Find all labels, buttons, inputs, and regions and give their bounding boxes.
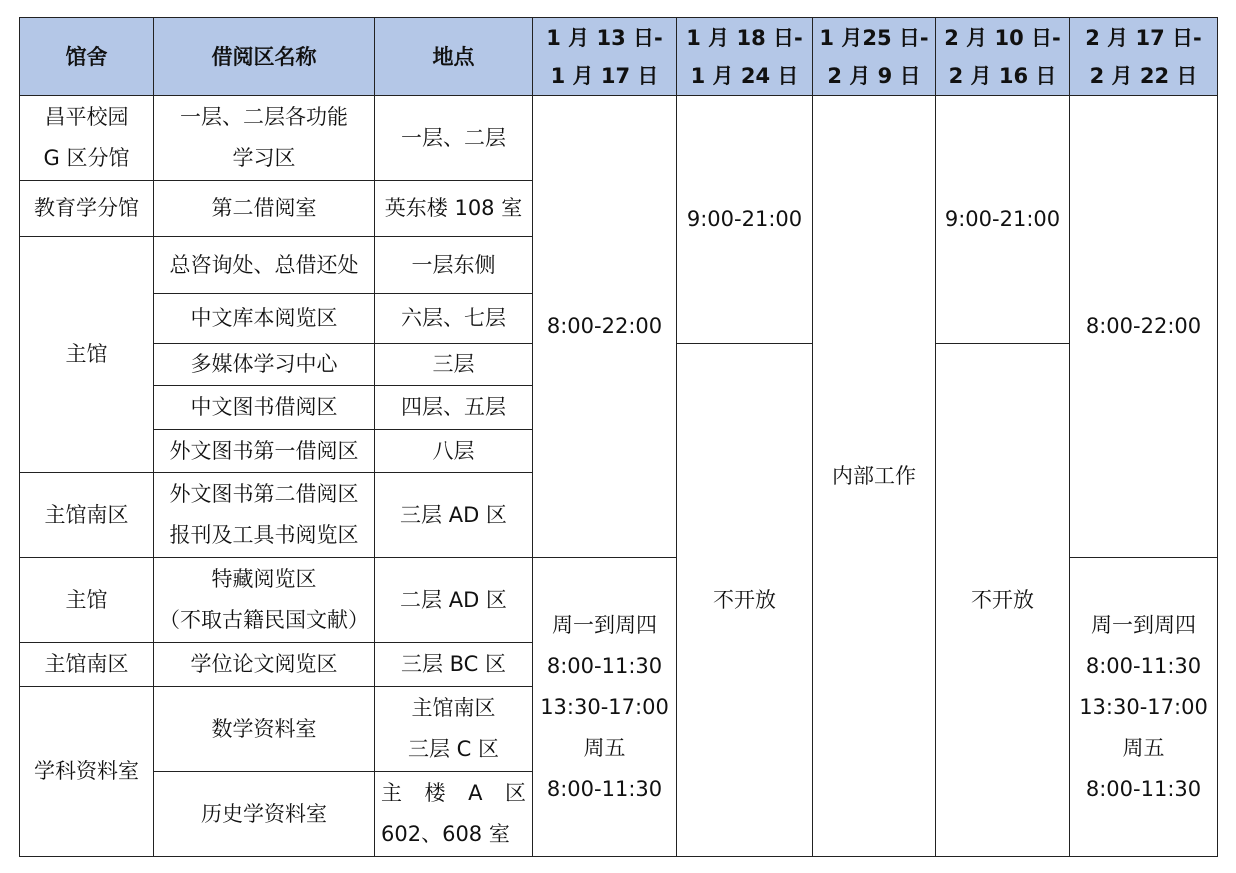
- area-line: 特藏阅览区: [211, 567, 317, 591]
- period-1-special-hours: [533, 558, 677, 857]
- header-area-name: 借阅区名称: [154, 18, 375, 96]
- location-line: 主馆南区: [411, 696, 496, 720]
- header-period-3-start: 1 月25 日-: [819, 25, 929, 50]
- header-period-5: [1070, 18, 1218, 96]
- location-cell: 二层 AD 区: [375, 558, 533, 643]
- period-4-closed: 不开放: [936, 344, 1070, 857]
- location-cell: 三层 AD 区: [375, 473, 533, 558]
- period-1-hours-full: 8:00-22:00: [533, 96, 677, 558]
- header-period-1-start: 1 月 13 日-: [546, 25, 663, 50]
- area-cell: [154, 558, 375, 643]
- location-char: 楼: [424, 781, 446, 805]
- area-cell: 中文库本阅览区: [154, 294, 375, 344]
- header-period-2: [677, 18, 813, 96]
- period-5-special-hours: [1070, 558, 1218, 857]
- branch-main-2: 主馆: [20, 558, 154, 643]
- area-cell: 学位论文阅览区: [154, 643, 375, 687]
- header-period-2-start: 1 月 18 日-: [686, 25, 803, 50]
- location-cell: 八层: [375, 430, 533, 473]
- special-hours-line: 13:30-17:00: [540, 694, 669, 719]
- location-line-justified: [379, 773, 528, 814]
- area-cell: 多媒体学习中心: [154, 344, 375, 386]
- area-line: 外文图书第二借阅区: [169, 482, 359, 506]
- branch-changping-line1: 昌平校园: [44, 105, 129, 129]
- header-period-5-start: 2 月 17 日-: [1085, 25, 1202, 50]
- location-cell: 一层、二层: [375, 96, 533, 181]
- period-2-closed: 不开放: [677, 344, 813, 857]
- header-period-3-end: 2 月 9 日: [827, 63, 921, 88]
- location-cell: 六层、七层: [375, 294, 533, 344]
- location-line: 602、608 室: [381, 822, 510, 846]
- special-hours-line: 周五: [1122, 735, 1165, 760]
- special-hours-line: 13:30-17:00: [1079, 694, 1208, 719]
- special-hours-line: 8:00-11:30: [1085, 776, 1202, 801]
- area-line: （不取古籍民国文献）: [159, 608, 369, 632]
- location-char: 主: [381, 781, 402, 805]
- special-hours-line: 8:00-11:30: [546, 653, 663, 678]
- special-hours-line: 8:00-11:30: [546, 776, 663, 801]
- header-branch: 馆舍: [20, 18, 154, 96]
- area-line: 一层、二层各功能: [180, 105, 348, 129]
- header-period-1: [533, 18, 677, 96]
- special-hours-line: 周一到周四: [552, 612, 657, 637]
- table-row: [20, 96, 1218, 181]
- branch-main-south: 主馆南区: [20, 473, 154, 558]
- area-line: 学习区: [232, 146, 296, 170]
- opening-hours-table: [19, 17, 1218, 857]
- period-4-hours-reduced: 9:00-21:00: [936, 96, 1070, 344]
- special-hours-line: 周一到周四: [1091, 612, 1196, 637]
- header-period-4: [936, 18, 1070, 96]
- branch-subject: 学科资料室: [20, 687, 154, 857]
- area-cell: [154, 473, 375, 558]
- area-cell: 历史学资料室: [154, 772, 375, 857]
- area-cell: 数学资料室: [154, 687, 375, 772]
- header-row: [20, 18, 1218, 96]
- branch-education: 教育学分馆: [20, 181, 154, 237]
- branch-main: 主馆: [20, 237, 154, 473]
- header-period-4-end: 2 月 16 日: [948, 63, 1057, 88]
- period-5-hours-full: 8:00-22:00: [1070, 96, 1218, 558]
- location-cell: 一层东侧: [375, 237, 533, 294]
- area-cell: 第二借阅室: [154, 181, 375, 237]
- header-location: 地点: [375, 18, 533, 96]
- period-2-hours-reduced: 9:00-21:00: [677, 96, 813, 344]
- special-hours-line: 8:00-11:30: [1085, 653, 1202, 678]
- area-cell: 中文图书借阅区: [154, 386, 375, 430]
- area-cell: 外文图书第一借阅区: [154, 430, 375, 473]
- location-line: 三层 C 区: [407, 737, 499, 761]
- location-cell: 三层 BC 区: [375, 643, 533, 687]
- branch-changping-line2: G 区分馆: [43, 146, 130, 170]
- location-cell: [375, 687, 533, 772]
- location-cell: 英东楼 108 室: [375, 181, 533, 237]
- special-hours-line: 周五: [583, 735, 626, 760]
- location-cell: [375, 772, 533, 857]
- header-period-1-end: 1 月 17 日: [550, 63, 659, 88]
- location-char: A: [468, 781, 483, 805]
- header-period-2-end: 1 月 24 日: [690, 63, 799, 88]
- header-period-3: [813, 18, 936, 96]
- location-char: 区: [504, 781, 526, 805]
- branch-changping: [20, 96, 154, 181]
- header-period-5-end: 2 月 22 日: [1089, 63, 1198, 88]
- location-cell: 三层: [375, 344, 533, 386]
- period-3-internal-work: 内部工作: [813, 96, 936, 857]
- area-line: 报刊及工具书阅览区: [169, 523, 359, 547]
- location-cell: 四层、五层: [375, 386, 533, 430]
- branch-main-south-2: 主馆南区: [20, 643, 154, 687]
- area-cell: 总咨询处、总借还处: [154, 237, 375, 294]
- header-period-4-start: 2 月 10 日-: [944, 25, 1061, 50]
- area-cell: [154, 96, 375, 181]
